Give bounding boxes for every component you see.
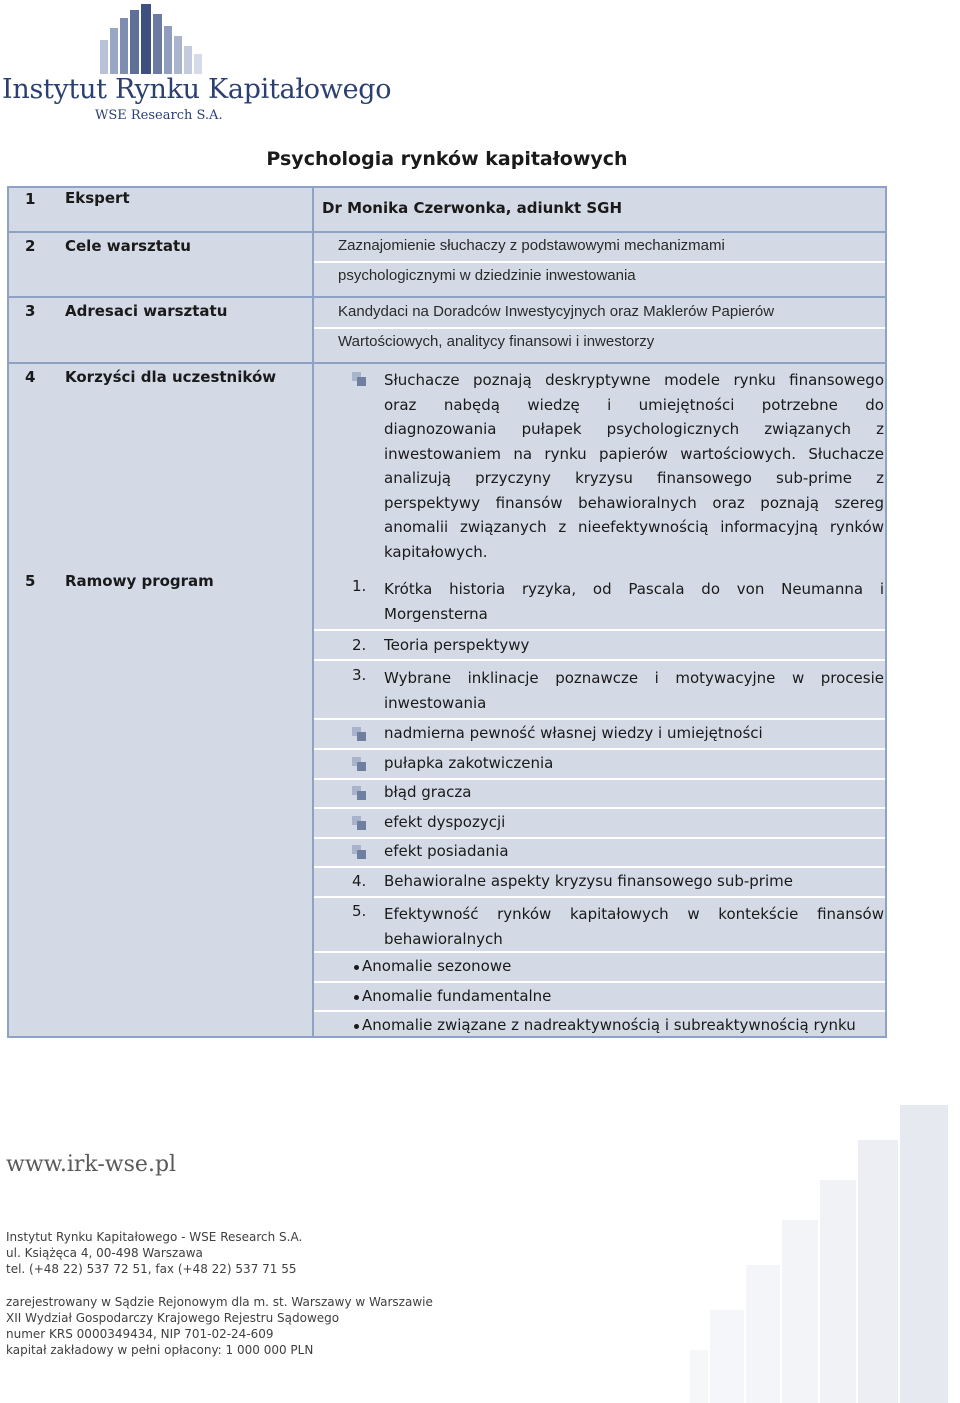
program-item-text: inwestowania [384, 693, 487, 712]
row-content-cell [314, 298, 887, 362]
square-bullet-icon [352, 757, 366, 771]
table-row-program [7, 564, 887, 1038]
benefits-line: oraz nabędą wiedzę i umiejętności potrzebne do [384, 395, 884, 414]
square-bullet-icon [352, 727, 366, 741]
row-label: Ekspert [65, 189, 130, 207]
square-bullet-icon [352, 845, 366, 859]
program-item-text: Wybrane inklinacje poznawcze i motywacyjne w procesie [384, 669, 884, 687]
dot-bullet-icon [354, 995, 359, 1000]
audience-line: Kandydaci na Doradców Inwestycyjnych oraz Maklerów Papierów [338, 303, 775, 320]
anomaly-item: Anomalie sezonowe [362, 957, 512, 975]
row-label: Cele warsztatu [65, 237, 191, 255]
footer-line: tel. (+48 22) 537 72 51, fax (+48 22) 537 71 55 [6, 1262, 297, 1276]
anomaly-item: Anomalie fundamentalne [362, 987, 552, 1005]
benefits-line: kapitałowych. [384, 542, 488, 561]
footer-line: kapitał zakładowy w pełni opłacony: 1 000 000 PLN [6, 1343, 314, 1357]
page-title: Psychologia rynków kapitałowych [266, 148, 628, 170]
row-label: Korzyści dla uczestników [65, 368, 277, 386]
program-item-number: 2. [352, 636, 367, 654]
square-bullet-icon [352, 786, 366, 800]
footer-line: Instytut Rynku Kapitałowego - WSE Research S.A. [6, 1230, 303, 1244]
row-number: 3 [25, 302, 36, 320]
sub-item: efekt dyspozycji [384, 813, 506, 831]
benefits-line: inwestowaniem na rynku papierów wartościowych. Słuchacze [384, 444, 884, 463]
square-bullet-icon [352, 816, 366, 830]
row-content-cell [314, 364, 887, 564]
goals-line: Zaznajomienie słuchaczy z podstawowymi mechanizmami [338, 237, 725, 254]
row-label-cell [7, 233, 314, 296]
sub-item: błąd gracza [384, 783, 472, 801]
row-label-cell [7, 186, 314, 231]
company-logo [0, 0, 392, 130]
benefits-line: anomalii związanych z nieefektywnością informacyjną rynków [384, 518, 884, 536]
program-item-text: Behawioralne aspekty kryzysu finansowego sub-prime [384, 872, 793, 890]
logo-name: Instytut Rynku Kapitałowego [2, 74, 392, 105]
row-content-cell [314, 186, 887, 231]
table-row-benefits [7, 364, 887, 564]
sub-item: pułapka zakotwiczenia [384, 754, 554, 772]
program-item-text: Efektywność rynków kapitałowych w kontekście finansów [384, 905, 884, 923]
footer-line: XII Wydział Gospodarczy Krajowego Rejestru Sądowego [6, 1311, 340, 1325]
table-row-audience [7, 298, 887, 362]
row-number: 2 [25, 237, 36, 255]
footer-decoration-graphic [690, 1100, 960, 1403]
program-item-text: behawioralnych [384, 929, 503, 948]
row-label: Ramowy program [65, 572, 214, 590]
row-number: 1 [25, 190, 36, 208]
program-item-number: 5. [352, 902, 367, 920]
program-item-text: Morgensterna [384, 604, 488, 623]
expert-name: Dr Monika Czerwonka, adiunkt SGH [322, 199, 623, 217]
row-number: 5 [25, 572, 36, 590]
table-row-expert [7, 186, 887, 231]
sub-item: efekt posiadania [384, 842, 509, 860]
sub-item: nadmierna pewność własnej wiedzy i umiejętności [384, 724, 763, 742]
footer-line: numer KRS 0000349434, NIP 701-02-24-609 [6, 1327, 274, 1341]
website-url[interactable]: www.irk-wse.pl [6, 1152, 177, 1177]
goals-line: psychologicznymi w dziedzinie inwestowania [338, 267, 636, 284]
dot-bullet-icon [354, 1024, 359, 1029]
program-item-text: Teoria perspektywy [384, 636, 530, 654]
benefits-line: diagnozowania pułapek psychologicznych związanych z [384, 420, 884, 438]
benefits-line: perspektywy finansów behawioralnych oraz poznają szereg [384, 493, 884, 512]
row-label-cell [7, 364, 314, 564]
row-label-cell [7, 298, 314, 362]
dot-bullet-icon [354, 965, 359, 970]
footer-line: zarejestrowany w Sądzie Rejonowym dla m. st. Warszawy w Warszawie [6, 1295, 433, 1309]
program-item-text: Krótka historia ryzyka, od Pascala do von Neumanna i [384, 580, 884, 598]
program-item-number: 4. [352, 872, 367, 890]
row-label-cell [7, 564, 314, 1038]
table-row-goals [7, 233, 887, 296]
row-number: 4 [25, 368, 36, 386]
anomaly-item: Anomalie związane z nadreaktywnością i subreaktywnością rynku [362, 1016, 856, 1034]
program-table [7, 186, 887, 1038]
program-item-number: 1. [352, 577, 367, 595]
square-bullet-icon [352, 372, 366, 386]
row-label: Adresaci warsztatu [65, 302, 228, 320]
audience-line: Wartościowych, analitycy finansowi i inwestorzy [338, 333, 655, 350]
benefits-line: analizują przyczyny kryzysu finansowego sub-prime z [384, 469, 884, 487]
logo-subtitle: WSE Research S.A. [95, 108, 223, 123]
benefits-line: Słuchacze poznają deskryptywne modele rynku finansowego [384, 371, 884, 389]
row-content-cell [314, 564, 887, 1038]
program-item-number: 3. [352, 666, 367, 684]
footer-line: ul. Książęca 4, 00-498 Warszawa [6, 1246, 203, 1260]
row-content-cell [314, 233, 887, 296]
